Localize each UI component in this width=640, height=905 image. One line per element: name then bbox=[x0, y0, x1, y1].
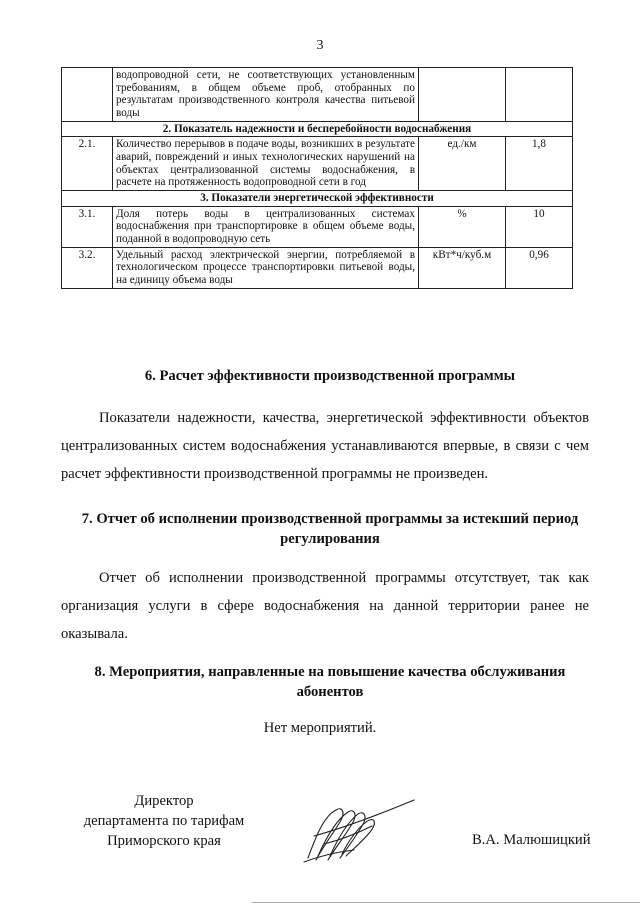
section-7-title-line1: 7. Отчет об исполнении производственной программы за истекший период bbox=[81, 511, 579, 527]
indicator-description: Удельный расход электрической энергии, потребляемой в технологическом процессе транспортировки питьевой воды, на единицу объема воды bbox=[113, 247, 419, 288]
section-6-text: Показатели надежности, качества, энергетической эффективности объектов централизованных систем водоснабжения устанавливаются впервые, в связи с чем расчет эффективности производственной программы не произведен. bbox=[61, 410, 589, 482]
indicator-description: Количество перерывов в подаче воды, возникших в результате аварий, повреждений и иных технологических нарушений на объектах централизованной системы водоснабжения, в расчете на протяженность водопроводной сети в год bbox=[113, 137, 419, 191]
page-number: 3 bbox=[316, 38, 324, 53]
section-8-title-line2: абонентов bbox=[296, 684, 364, 700]
section-7-title-line2: регулирования bbox=[280, 531, 380, 547]
indicator-value: 1,8 bbox=[506, 137, 573, 191]
section-7-text: Отчет об исполнении производственной программы отсутствует, так как организация услуги в сфере водоснабжения на данной территории ранее не оказывала. bbox=[61, 570, 589, 642]
unit-of-measure: кВт*ч/куб.м bbox=[419, 247, 506, 288]
unit-of-measure bbox=[419, 68, 506, 122]
indicators-table-body bbox=[62, 68, 573, 289]
signatory-name: В.А. Малюшицкий bbox=[472, 832, 591, 848]
table-row bbox=[62, 206, 573, 247]
row-number: 2.1. bbox=[62, 137, 113, 191]
section-8-title-line1: 8. Мероприятия, направленные на повышение качества обслуживания bbox=[94, 664, 566, 680]
indicator-description: водопроводной сети, не соответствующих установленным требованиям, в общем объеме проб, отобранных по результатам производственного контроля качества питьевой воды bbox=[113, 68, 419, 122]
indicator-description: Доля потерь воды в централизованных системах водоснабжения при транспортировке в общем объеме воды, поданной в водопроводную сеть bbox=[113, 206, 419, 247]
row-number: 3.2. bbox=[62, 247, 113, 288]
section-6-title: 6. Расчет эффективности производственной программы bbox=[144, 368, 516, 384]
table-section-header-row bbox=[62, 190, 573, 206]
handwritten-signature bbox=[296, 796, 426, 866]
bottom-divider bbox=[252, 902, 640, 903]
indicator-value bbox=[506, 68, 573, 122]
table-section-header: 3. Показатели энергетической эффективности bbox=[62, 190, 573, 206]
position-line-2: департамента по тарифам bbox=[83, 813, 245, 829]
table-row bbox=[62, 247, 573, 288]
unit-of-measure: ед./км bbox=[419, 137, 506, 191]
section-8-text: Нет мероприятий. bbox=[263, 720, 377, 736]
position-line-1: Директор bbox=[134, 793, 194, 809]
position-line-3: Приморского края bbox=[107, 833, 221, 849]
indicators-table bbox=[61, 67, 573, 289]
indicator-value: 10 bbox=[506, 206, 573, 247]
signatory-position bbox=[64, 791, 264, 851]
indicator-value: 0,96 bbox=[506, 247, 573, 288]
row-number bbox=[62, 68, 113, 122]
unit-of-measure: % bbox=[419, 206, 506, 247]
table-section-header: 2. Показатель надежности и бесперебойности водоснабжения bbox=[62, 121, 573, 137]
table-row bbox=[62, 68, 573, 122]
table-section-header-row bbox=[62, 121, 573, 137]
row-number: 3.1. bbox=[62, 206, 113, 247]
table-row bbox=[62, 137, 573, 191]
